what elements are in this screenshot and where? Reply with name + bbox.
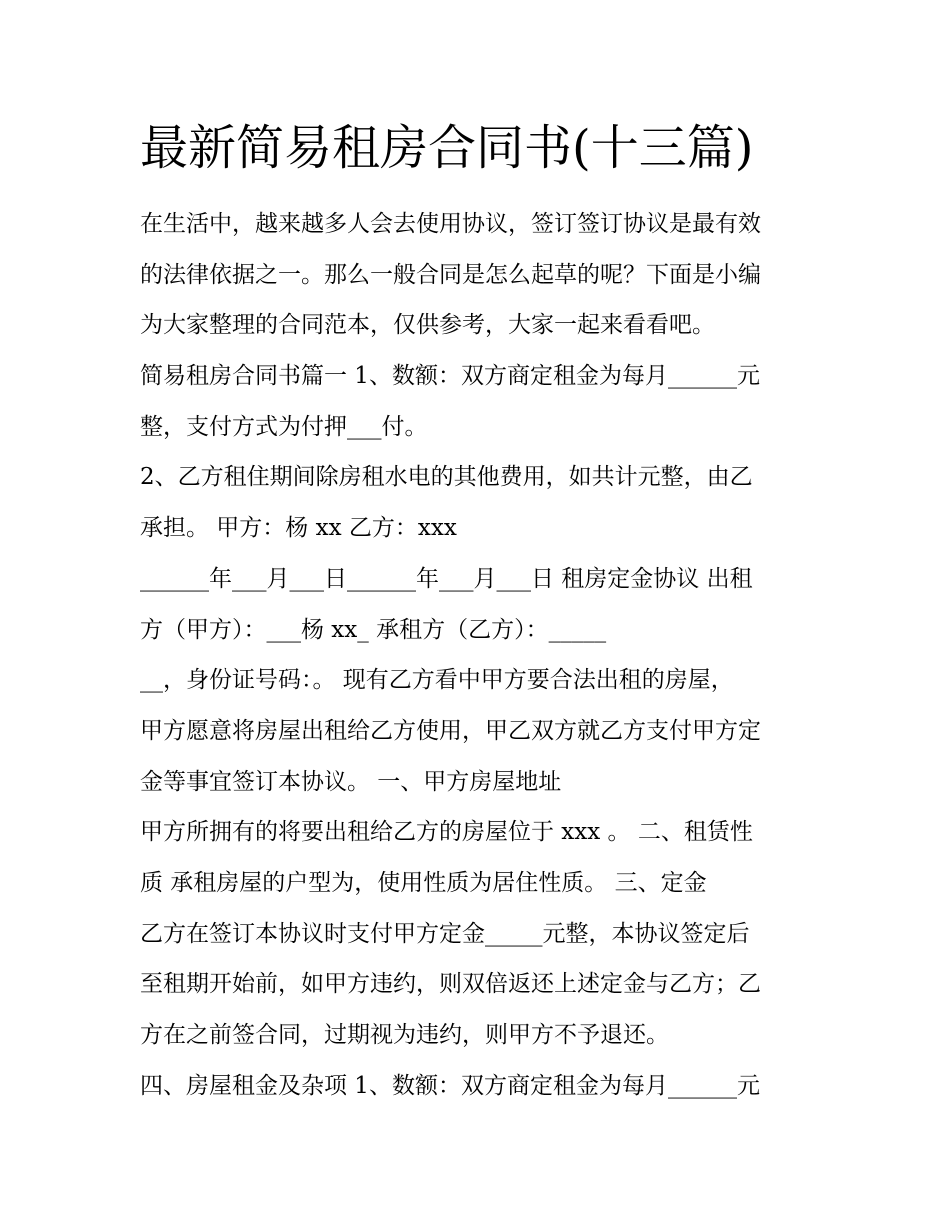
text-line: 甲方所拥有的将要出租给乙方的房屋位于 xxx 。 二、租赁性 <box>140 819 753 846</box>
text-line: 2、乙方租住期间除房租水电的其他费用，如共计元整，由乙 <box>140 464 753 491</box>
text-line: 乙方在签订本协议时支付甲方定金_____元整，本协议签定后 <box>140 920 750 947</box>
text-line: 在生活中，越来越多人会去使用协议，签订签订协议是最有效 <box>140 211 761 237</box>
text-line: 四、房屋租金及杂项 1、数额：双方商定租金为每月______元 <box>140 1072 760 1099</box>
text-line: 质 承租房屋的户型为，使用性质为居住性质。 三、定金 <box>140 869 707 896</box>
text-line: __，身份证号码：。 现有乙方看中甲方要合法出租的房屋， <box>140 667 734 694</box>
text-line: 方（甲方）：___杨 xx_ 承租方（乙方）：_____ <box>140 616 607 643</box>
text-line: 甲方愿意将房屋出租给乙方使用，甲乙双方就乙方支付甲方定 <box>140 717 761 744</box>
text-line: 为大家整理的合同范本，仅供参考，大家一起来看看吧。 <box>140 312 715 339</box>
text-line: 至租期开始前，如甲方违约，则双倍返还上述定金与乙方；乙 <box>140 971 761 998</box>
text-line: 的法律依据之一。那么一般合同是怎么起草的呢？下面是小编 <box>140 261 761 288</box>
text-line: ______年___月___日______年___月___日 租房定金协议 出租 <box>140 565 753 592</box>
text-line: 金等事宜签订本协议。 一、甲方房屋地址 <box>140 768 562 795</box>
text-line: 简易租房合同书篇一 1、数额：双方商定租金为每月______元 <box>140 363 760 390</box>
text-line: 承担。 甲方：杨 xx 乙方：xxx <box>140 515 457 542</box>
document-title: 最新简易租房合同书(十三篇) <box>140 120 754 176</box>
text-line: 方在之前签合同，过期视为违约，则甲方不予退还。 <box>140 1022 669 1048</box>
document-body <box>140 199 820 1111</box>
text-line: 整，支付方式为付押___付。 <box>140 413 428 440</box>
